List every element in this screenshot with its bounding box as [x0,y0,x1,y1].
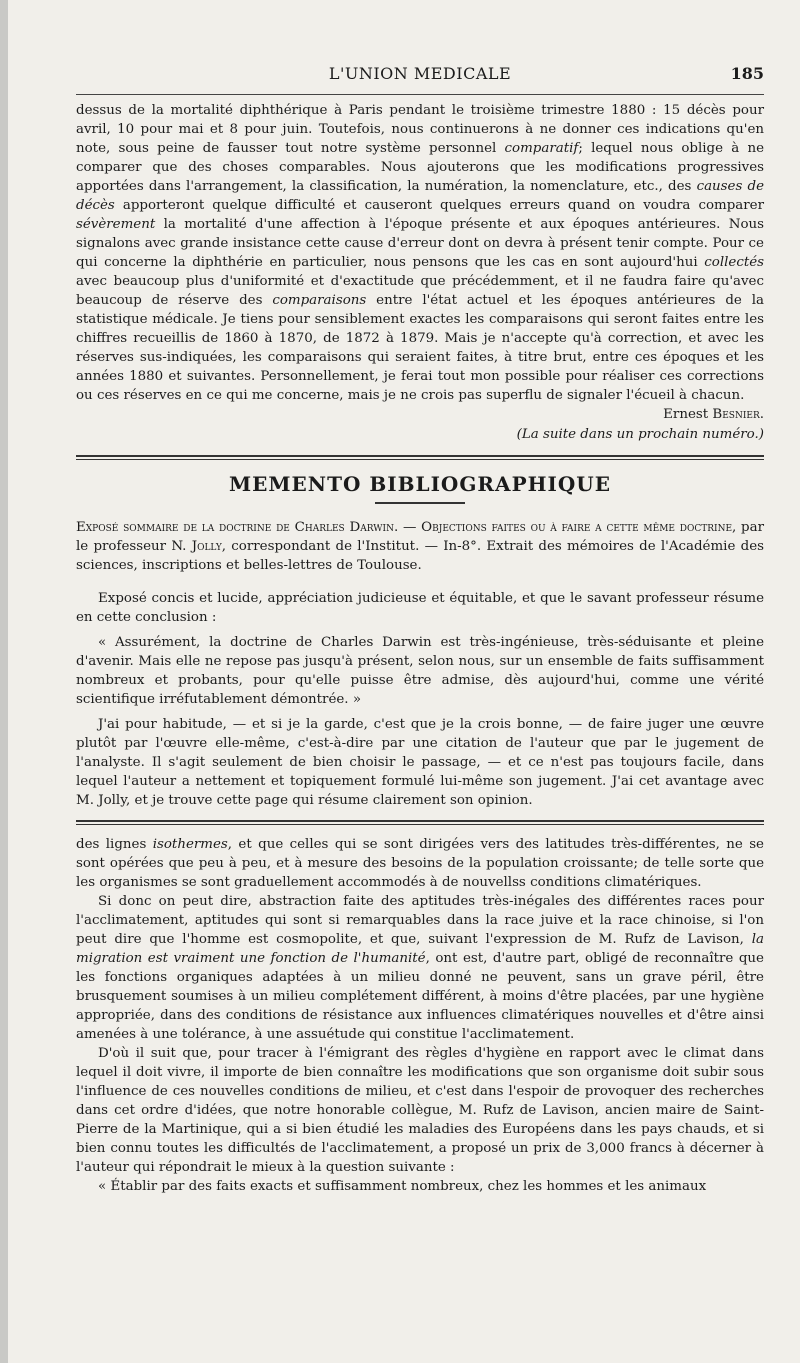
title-rule [375,502,465,504]
section-divider [76,820,764,825]
header-rule [76,94,764,95]
page-content [76,60,764,1196]
bibliography-entry: Exposé sommaire de la doctrine de Charles Darwin. — Objections faites ou à faire a cette même doctrine, par le professeur N. Jolly, correspondant de l'Institut. — In-8°. Extrait des mémoires de l'Académie des sciences, inscriptions et belles-lettres de Toulouse. [76,520,765,573]
running-header [76,60,764,86]
article-quote: « Établir par des faits exacts et suffisamment nombreux, chez les hommes et les animaux [98,1179,707,1194]
section-divider [76,455,764,460]
section-title: MEMENTO BIBLIOGRAPHIQUE [229,472,611,496]
journal-title: L'UNION MEDICALE [328,64,512,83]
page-number: 185 [730,64,764,83]
memento-quote: « Assurément, la doctrine de Charles Darwin est très-ingénieuse, très-séduisante et pleine d'avenir. Mais elle ne repose pas jusqu'à présent, selon nous, sur un ensemble de faits suffisamment nombreux et probants, pour qu'elle puisse être admise, dès aujourd'hui, comme une vérité scientifique irréfutablement démontrée. » [76,635,764,707]
memento-paragraph: Exposé concis et lucide, appréciation judicieuse et équitable, et que le savant professeur résume en cette conclusion : [76,591,764,625]
author-signature: Ernest Besnier. [663,407,764,422]
memento-paragraph: J'ai pour habitude, — et si je la garde, c'est que je la crois bonne, — de faire juger une œuvre plutôt par l'œuvre elle-même, c'est-à-dire par une citation de l'auteur que par le jugement de l'analyste. Il s'agit seulement de bien choisir le passage, — et ce n'est pas toujours facile, dans lequel l'auteur a nettement et topiquement formulé lui-même son jugement. J'ai cet avantage avec M. Jolly, et je trouve cette page qui résume clairement son opinion. [76,717,764,808]
continued-note: (La suite dans un prochain numéro.) [516,427,764,442]
article-paragraph: Si donc on peut dire, abstraction faite des aptitudes très-inégales des différentes races pour l'acclimatement, aptitudes qui sont si remarquables dans la race juive et la race chinoise, si l'on peut dire que l'homme est cosmopolite, et que, suivant l'expression de M. Rufz de Lavison, la migration est vraiment une fonction de l'humanité, ont est, d'autre part, obligé de reconnaître que les fonctions organiques adaptées à un milieu donné ne peuvent, sans un grave péril, être brusquement soumises à un milieu complétement différent, à moins d'être placées, par une hygiène appropriée, dans des conditions de résistance aux influences climatériques nouvelles et d'être ainsi amenées à une tolérance, à une assuétude qui constitue l'acclimatement. [76,894,764,1042]
article-paragraph: D'où il suit que, pour tracer à l'émigrant des règles d'hygiène en rapport avec le climat dans lequel il doit vivre, il importe de bien connaître les modifications que son organisme doit subir sous l'influence de ces nouvelles conditions de milieu, et c'est dans l'espoir de provoquer des recherches dans cet ordre d'idées, que notre honorable collègue, M. Rufz de Lavison, ancien maire de Saint-Pierre de la Martinique, qui a si bien étudié les maladies des Européens dans les pays chauds, et si bien connu toutes les difficultés de l'acclimatement, a proposé un prix de 3,000 francs à décerner à l'auteur qui répondrait le mieux à la question suivante : [76,1046,764,1175]
article-paragraph: des lignes isothermes, et que celles qui se sont dirigées vers des latitudes très-différentes, ne se sont opérées que peu à peu, et à mesure des besoins de la population croissante; de telle sorte que les organismes se sont graduellement accommodés à de nouvellss conditions climatériques. [76,837,764,890]
page [8,0,800,1363]
article-paragraph: dessus de la mortalité diphthérique à Paris pendant le troisième trimestre 1880 : 15 décès pour avril, 10 pour mai et 8 pour juin. Toutefois, nous continuerons à ne donner ces indications qu'en note, sous peine de fausser tout notre système personnel comparatif; lequel nous oblige à ne comparer que des choses comparables. Nous ajouterons que les modifications progressives apportées dans l'arrangement, la classification, la numération, la nomenclature, etc., des causes de décès apporteront quelque difficulté et causeront quelques erreurs quand on voudra comparer sévèrement la mortalité d'une affection à l'époque présente et aux époques antérieures. Nous signalons avec grande insistance cette cause d'erreur dont on devra à présent tenir compte. Pour ce qui concerne la diphthérie en particulier, nous pensons que les cas en sont aujourd'hui collectés avec beaucoup plus d'uniformité et d'exactitude que précédemment, et il ne faudra faire qu'avec beaucoup de réserve des comparaisons entre l'état actuel et les époques antérieures de la statistique médicale. Je tiens pour sensiblement exactes les comparaisons qui seront faites entre les chiffres recueillis de 1860 à 1870, de 1872 à 1879. Mais je n'accepte qu'à correction, et avec les réserves sus-indiquées, les comparaisons qui seraient faites, à titre brut, entre ces époques et les années 1880 et suivantes. Personnellement, je ferai tout mon possible pour réaliser ces corrections ou ces réserves en ce qui me concerne, mais je ne crois pas superflu de signaler l'écueil à chacun. [76,103,764,403]
